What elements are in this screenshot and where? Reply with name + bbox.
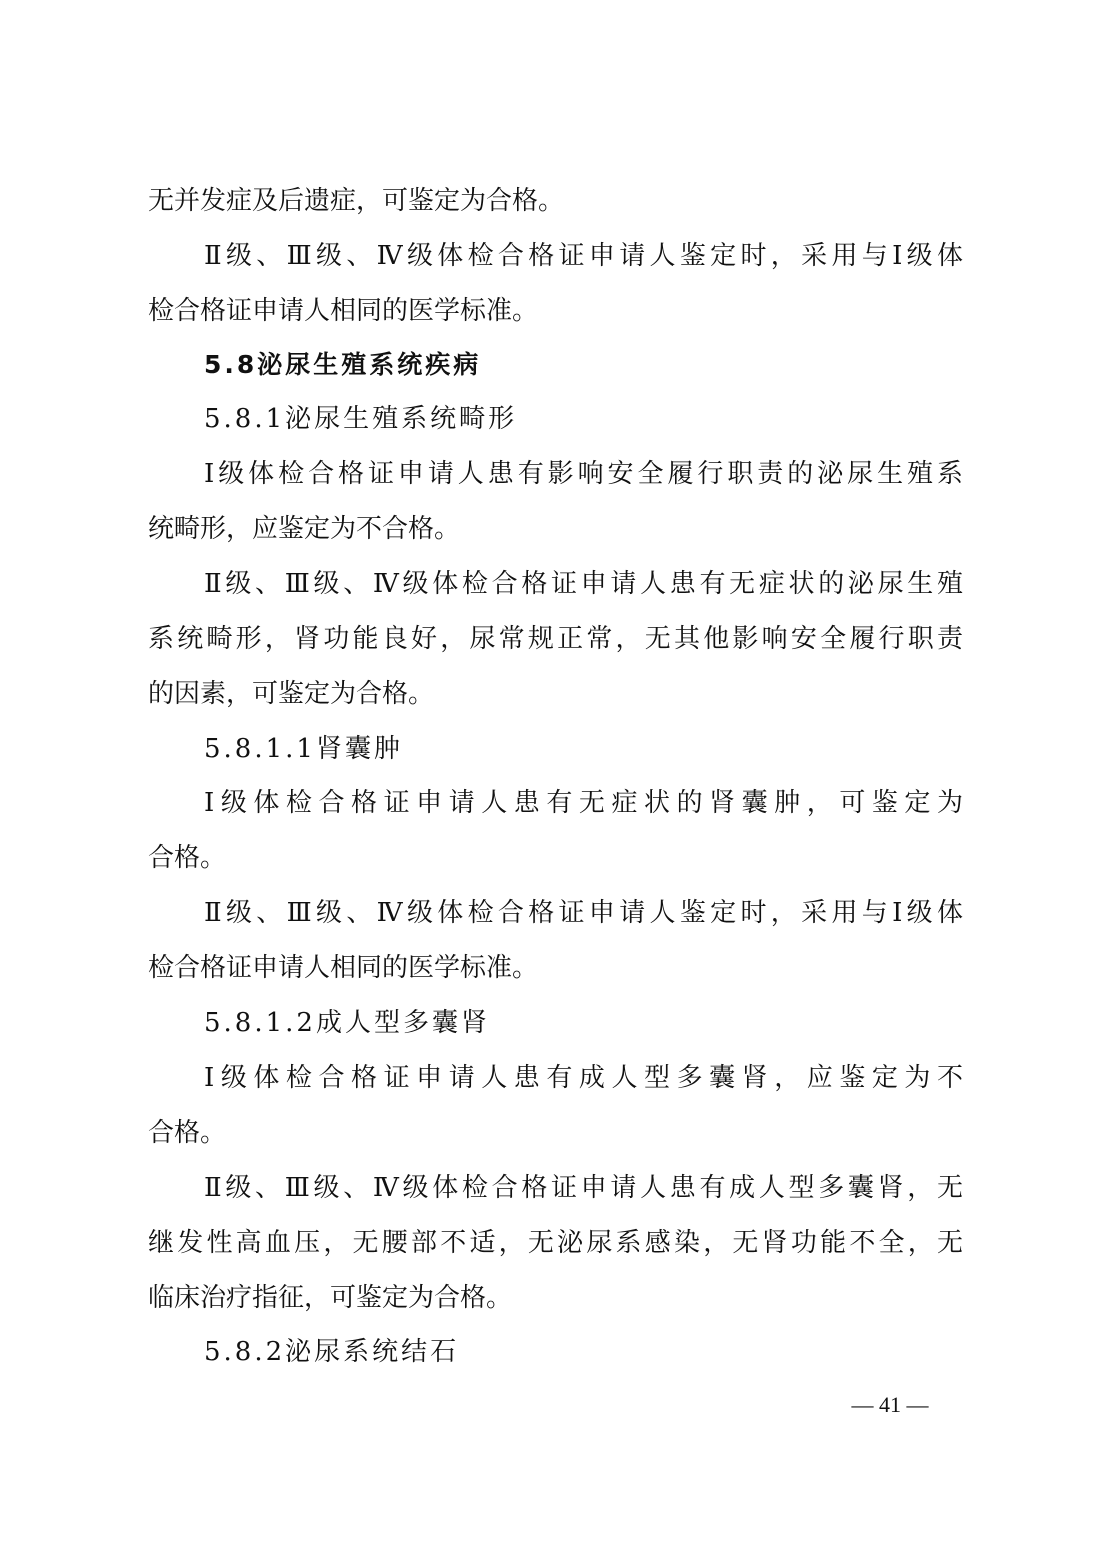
subsection-heading: 5.8.1.1肾囊肿	[204, 734, 403, 764]
paragraph-line: Ⅱ级、Ⅲ级、Ⅳ级体检合格证申请人患有无症状的泌尿生殖	[204, 569, 963, 599]
paragraph-line: Ⅱ级、Ⅲ级、Ⅳ级体检合格证申请人患有成人型多囊肾，无	[204, 1173, 963, 1203]
section-heading: 5.8泌尿生殖系统疾病	[204, 350, 482, 379]
paragraph-line: 检合格证申请人相同的医学标准。	[148, 296, 539, 326]
subsection-heading: 5.8.2泌尿系统结石	[204, 1337, 460, 1367]
paragraph-line: 系统畸形，肾功能良好，尿常规正常，无其他影响安全履行职责	[148, 624, 963, 654]
paragraph-line: 检合格证申请人相同的医学标准。	[148, 953, 539, 983]
subsection-heading: 5.8.1.2成人型多囊肾	[204, 1008, 490, 1038]
paragraph-line: Ⅰ级体检合格证申请人患有成人型多囊肾，应鉴定为不	[204, 1063, 963, 1093]
subsection-heading: 5.8.1泌尿生殖系统畸形	[204, 404, 518, 434]
paragraph-line: 继发性高血压，无腰部不适，无泌尿系感染，无肾功能不全，无	[148, 1228, 963, 1258]
paragraph-line: 临床治疗指征，可鉴定为合格。	[148, 1283, 513, 1313]
paragraph-line: 无并发症及后遗症，可鉴定为合格。	[148, 186, 565, 216]
paragraph-line: Ⅱ级、Ⅲ级、Ⅳ级体检合格证申请人鉴定时，采用与Ⅰ级体	[204, 241, 963, 271]
page-number: — 41 —	[851, 1392, 929, 1417]
paragraph-line: 的因素，可鉴定为合格。	[148, 679, 435, 709]
paragraph-line: 合格。	[148, 843, 227, 873]
paragraph-line: Ⅰ级体检合格证申请人患有无症状的肾囊肿，可鉴定为	[204, 788, 963, 818]
paragraph-line: Ⅱ级、Ⅲ级、Ⅳ级体检合格证申请人鉴定时，采用与Ⅰ级体	[204, 898, 963, 928]
paragraph-line: 合格。	[148, 1118, 227, 1148]
paragraph-line: 统畸形，应鉴定为不合格。	[148, 514, 461, 544]
paragraph-line: Ⅰ级体检合格证申请人患有影响安全履行职责的泌尿生殖系	[204, 459, 963, 489]
